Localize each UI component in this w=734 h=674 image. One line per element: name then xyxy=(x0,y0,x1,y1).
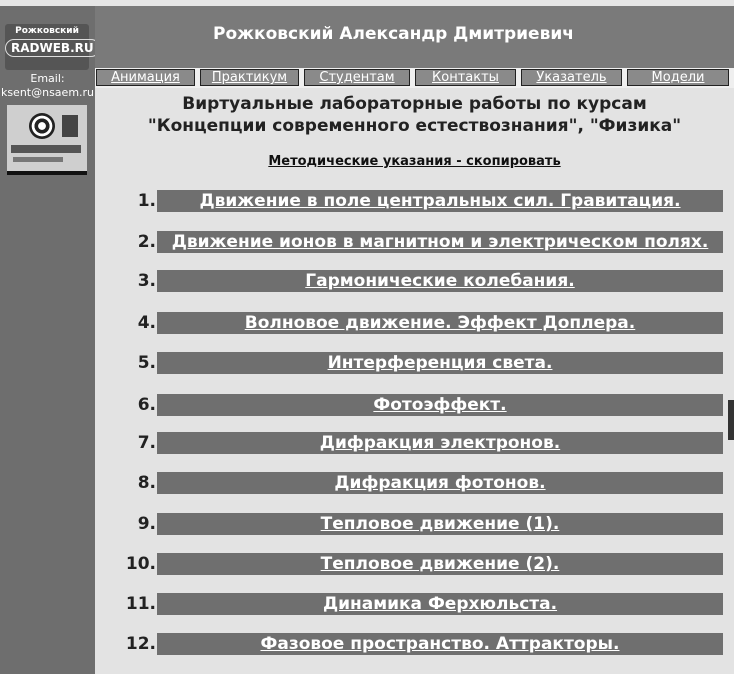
lab-link[interactable]: Дифракция электронов. xyxy=(157,432,723,454)
lab-row xyxy=(95,432,734,454)
lab-link[interactable]: Дифракция фотонов. xyxy=(157,472,723,494)
lab-number: 3. xyxy=(137,271,156,291)
thumb-shape xyxy=(13,157,63,162)
nav-index[interactable]: Указатель xyxy=(521,69,622,86)
lab-link[interactable]: Волновое движение. Эффект Доплера. xyxy=(157,312,723,334)
site-logo[interactable] xyxy=(5,24,94,70)
heading-line-2: "Концепции современного естествознания", "Физика" xyxy=(147,116,682,136)
lab-link[interactable]: Тепловое движение (1). xyxy=(157,513,723,535)
nav-students[interactable]: Студентам xyxy=(304,69,410,86)
lab-number: 11. xyxy=(125,594,156,614)
lab-row xyxy=(95,312,734,334)
header xyxy=(95,6,734,68)
lab-link[interactable]: Интерференция света. xyxy=(157,352,723,374)
lab-number: 7. xyxy=(137,433,156,453)
main-content xyxy=(95,88,734,674)
scrollbar-thumb[interactable] xyxy=(728,400,734,440)
email-label: Email: xyxy=(30,72,65,85)
logo-main-text: RADWEB.RU xyxy=(11,41,94,55)
lab-row xyxy=(95,633,734,655)
lab-link[interactable]: Фазовое пространство. Аттракторы. xyxy=(157,633,723,655)
lab-row xyxy=(95,190,734,212)
lab-number: 6. xyxy=(137,395,156,415)
nav-bar xyxy=(95,68,734,88)
lab-row xyxy=(95,394,734,416)
lab-row xyxy=(95,472,734,494)
lab-number: 10. xyxy=(125,554,156,574)
method-guide-link[interactable]: Методические указания - скопировать xyxy=(268,154,561,169)
sidebar xyxy=(0,6,95,674)
lab-link[interactable]: Тепловое движение (2). xyxy=(157,553,723,575)
lab-number: 12. xyxy=(125,634,156,654)
lab-number: 9. xyxy=(137,514,156,534)
email-link[interactable]: ksent@nsaem.ru xyxy=(0,86,95,99)
heading-line-1: Виртуальные лабораторные работы по курсам xyxy=(182,94,647,114)
logo-top-text: Рожковский xyxy=(15,26,79,36)
lab-number: 8. xyxy=(137,473,156,493)
lab-number: 4. xyxy=(137,313,156,333)
nav-practicum[interactable]: Практикум xyxy=(200,69,299,86)
lab-link[interactable]: Движение ионов в магнитном и электрическом полях. xyxy=(157,231,723,253)
lab-link[interactable]: Движение в поле центральных сил. Гравитация. xyxy=(157,190,723,212)
lab-link[interactable]: Фотоэффект. xyxy=(157,394,723,416)
lab-thumbnail-image[interactable] xyxy=(7,105,87,175)
lab-number: 5. xyxy=(137,353,156,373)
thumb-shape xyxy=(62,115,78,137)
thumb-shape xyxy=(11,145,81,153)
lab-number: 1. xyxy=(137,191,156,211)
logo-main xyxy=(5,39,100,57)
lab-row xyxy=(95,513,734,535)
lab-row xyxy=(95,352,734,374)
lab-row xyxy=(95,270,734,292)
lab-row xyxy=(95,593,734,615)
nav-animation[interactable]: Анимация xyxy=(96,69,195,86)
disc-icon xyxy=(29,113,55,139)
nav-contacts[interactable]: Контакты xyxy=(415,69,516,86)
lab-number: 2. xyxy=(137,232,156,252)
lab-link[interactable]: Гармонические колебания. xyxy=(157,270,723,292)
lab-row xyxy=(95,231,734,253)
lab-row xyxy=(95,553,734,575)
page-title: Рожковский Александр Дмитриевич xyxy=(213,24,574,44)
lab-link[interactable]: Динамика Ферхюльста. xyxy=(157,593,723,615)
nav-models[interactable]: Модели xyxy=(627,69,729,86)
